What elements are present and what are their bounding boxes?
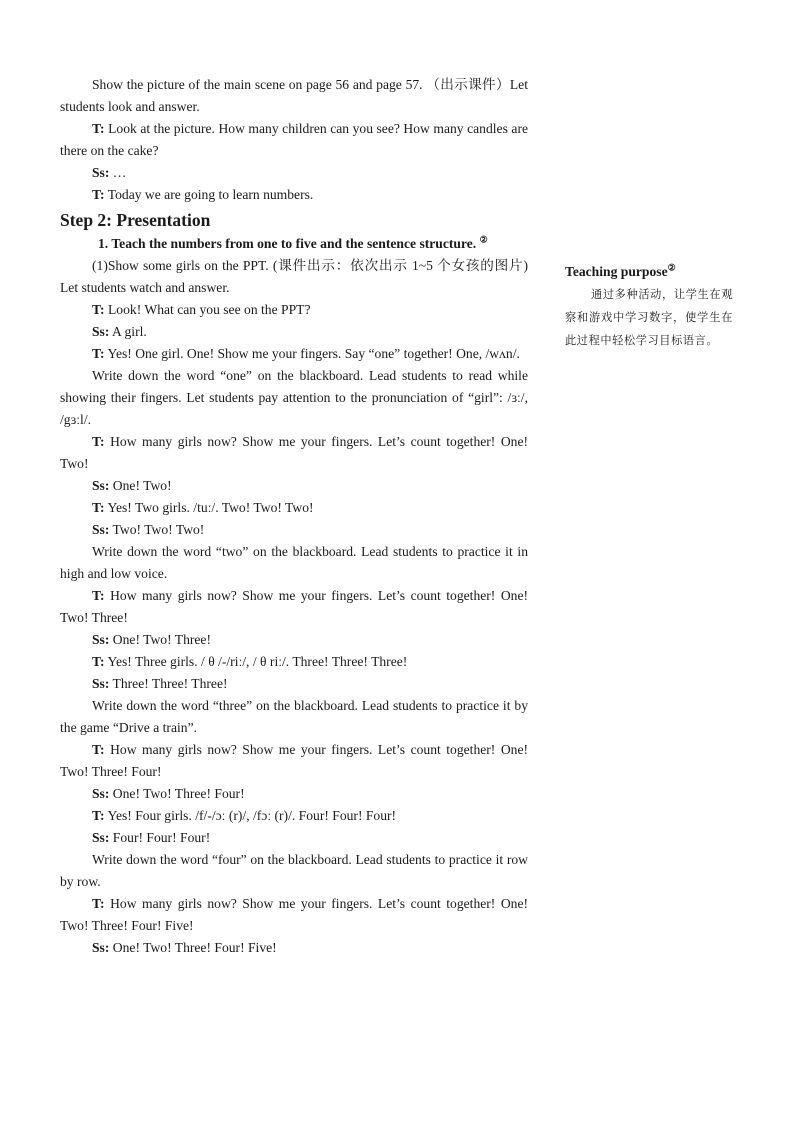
- sidebar-body: 通过多种活动，让学生在观察和游戏中学习数字，使学生在此过程中轻松学习目标语言。: [565, 288, 733, 347]
- speaker-label: Ss:: [92, 830, 110, 845]
- dialogue-text: Four! Four! Four!: [112, 830, 211, 845]
- speaker-label: T:: [92, 896, 105, 911]
- dialogue-line: [60, 475, 528, 497]
- speaker-label: T:: [92, 346, 105, 361]
- dialogue-line: [60, 321, 528, 343]
- speaker-label: Ss:: [92, 632, 110, 647]
- dialogue-line: [60, 893, 528, 937]
- dialogue-line: [60, 118, 528, 162]
- step-heading: Step 2: Presentation: [60, 210, 211, 230]
- dialogue-line: [60, 673, 528, 695]
- speaker-label: Ss:: [92, 324, 110, 339]
- dialogue-text: How many girls now? Show me your fingers. Let’s count together! One! Two! Three!: [60, 588, 528, 625]
- speaker-label: Ss:: [92, 940, 110, 955]
- dialogue-line: [60, 783, 528, 805]
- sidebar-title-text: Teaching purpose: [565, 264, 668, 279]
- dialogue-line: [60, 651, 528, 673]
- instruction-paragraph: Write down the word “three” on the blackboard. Lead students to practice it by the game “Drive a train”.: [60, 698, 528, 735]
- dialogue-line: [60, 431, 528, 475]
- dialogue-text: One! Two! Three! Four! Five!: [112, 940, 277, 955]
- instruction-paragraph: Write down the word “two” on the blackboard. Lead students to practice it in high and low voice.: [60, 544, 528, 581]
- speaker-label: Ss:: [92, 478, 110, 493]
- dialogue-text: Yes! Four girls. /f/-/ɔː (r)/, /fɔː (r)/. Four! Four! Four!: [107, 808, 397, 823]
- instruction-paragraph: Write down the word “four” on the blackboard. Lead students to practice it row by row.: [60, 852, 528, 889]
- speaker-label: T:: [92, 808, 105, 823]
- speaker-label: T:: [92, 742, 105, 757]
- dialogue-text: Yes! One girl. One! Show me your fingers. Say “one” together! One, /wʌn/.: [107, 346, 520, 361]
- dialogue-line: [60, 937, 528, 959]
- dialogue-text: …: [112, 165, 127, 180]
- speaker-label: T:: [92, 500, 105, 515]
- subheading-text: 1. Teach the numbers from one to five and the sentence structure.: [98, 236, 477, 251]
- dialogue-line: [60, 343, 528, 365]
- intro-instruction: Show the picture of the main scene on page 56 and page 57. （出示课件）Let students look and answer.: [60, 77, 528, 114]
- dialogue-line: [60, 629, 528, 651]
- speaker-label: Ss:: [92, 522, 110, 537]
- speaker-label: T:: [92, 434, 105, 449]
- speaker-label: T:: [92, 588, 105, 603]
- dialogue-text: How many girls now? Show me your fingers. Let’s count together! One! Two! Three! Four! Five!: [60, 896, 528, 933]
- footnote-marker: ②: [479, 234, 488, 245]
- dialogue-text: Three! Three! Three!: [112, 676, 228, 691]
- speaker-label: Ss:: [92, 676, 110, 691]
- speaker-label: T:: [92, 654, 105, 669]
- instruction-paragraph: Write down the word “one” on the blackboard. Lead students to read while showing their fingers. Let students pay attention to the pronunciation of “girl”: /ɜː/, /gɜːl/.: [60, 368, 528, 427]
- speaker-label: Ss:: [92, 786, 110, 801]
- dialogue-line: [60, 184, 528, 206]
- sidebar-title: [565, 261, 733, 283]
- dialogue-text: How many girls now? Show me your fingers. Let’s count together! One! Two! Three! Four!: [60, 742, 528, 779]
- dialogue-line: [60, 739, 528, 783]
- dialogue-line: [60, 585, 528, 629]
- dialogue-line: [60, 497, 528, 519]
- dialogue-line: [60, 519, 528, 541]
- dialogue-text: Two! Two! Two!: [112, 522, 205, 537]
- dialogue-text: Look! What can you see on the PPT?: [108, 302, 311, 317]
- dialogue-text: One! Two! Three!: [112, 632, 211, 647]
- dialogue-line: [60, 805, 528, 827]
- dialogue-line: [60, 162, 528, 184]
- instruction-paragraph: (1)Show some girls on the PPT. (课件出示：依次出示 1~5 个女孩的图片) Let students watch and answer.: [60, 258, 528, 295]
- dialogue-list: [60, 299, 528, 959]
- lesson-column: [60, 74, 528, 959]
- dialogue-line: [60, 827, 528, 849]
- dialogue-text: Yes! Three girls. / θ /-/riː/, / θ riː/. Three! Three! Three!: [107, 654, 408, 669]
- dialogue-text: How many girls now? Show me your fingers. Let’s count together! One! Two!: [60, 434, 528, 471]
- dialogue-line: [60, 299, 528, 321]
- dialogue-text: Look at the picture. How many children can you see? How many candles are there on the cake?: [60, 121, 528, 158]
- dialogue-text: One! Two!: [112, 478, 172, 493]
- speaker-label: T:: [92, 187, 105, 202]
- dialogue-text: One! Two! Three! Four!: [112, 786, 245, 801]
- teaching-purpose-box: [565, 261, 733, 352]
- section-subheading: [60, 233, 528, 255]
- speaker-label: Ss:: [92, 165, 110, 180]
- speaker-label: T:: [92, 121, 105, 136]
- speaker-label: T:: [92, 302, 105, 317]
- dialogue-text: A girl.: [112, 324, 147, 339]
- footnote-marker: ②: [667, 262, 676, 273]
- dialogue-text: Yes! Two girls. /tuː/. Two! Two! Two!: [107, 500, 314, 515]
- dialogue-text: Today we are going to learn numbers.: [107, 187, 314, 202]
